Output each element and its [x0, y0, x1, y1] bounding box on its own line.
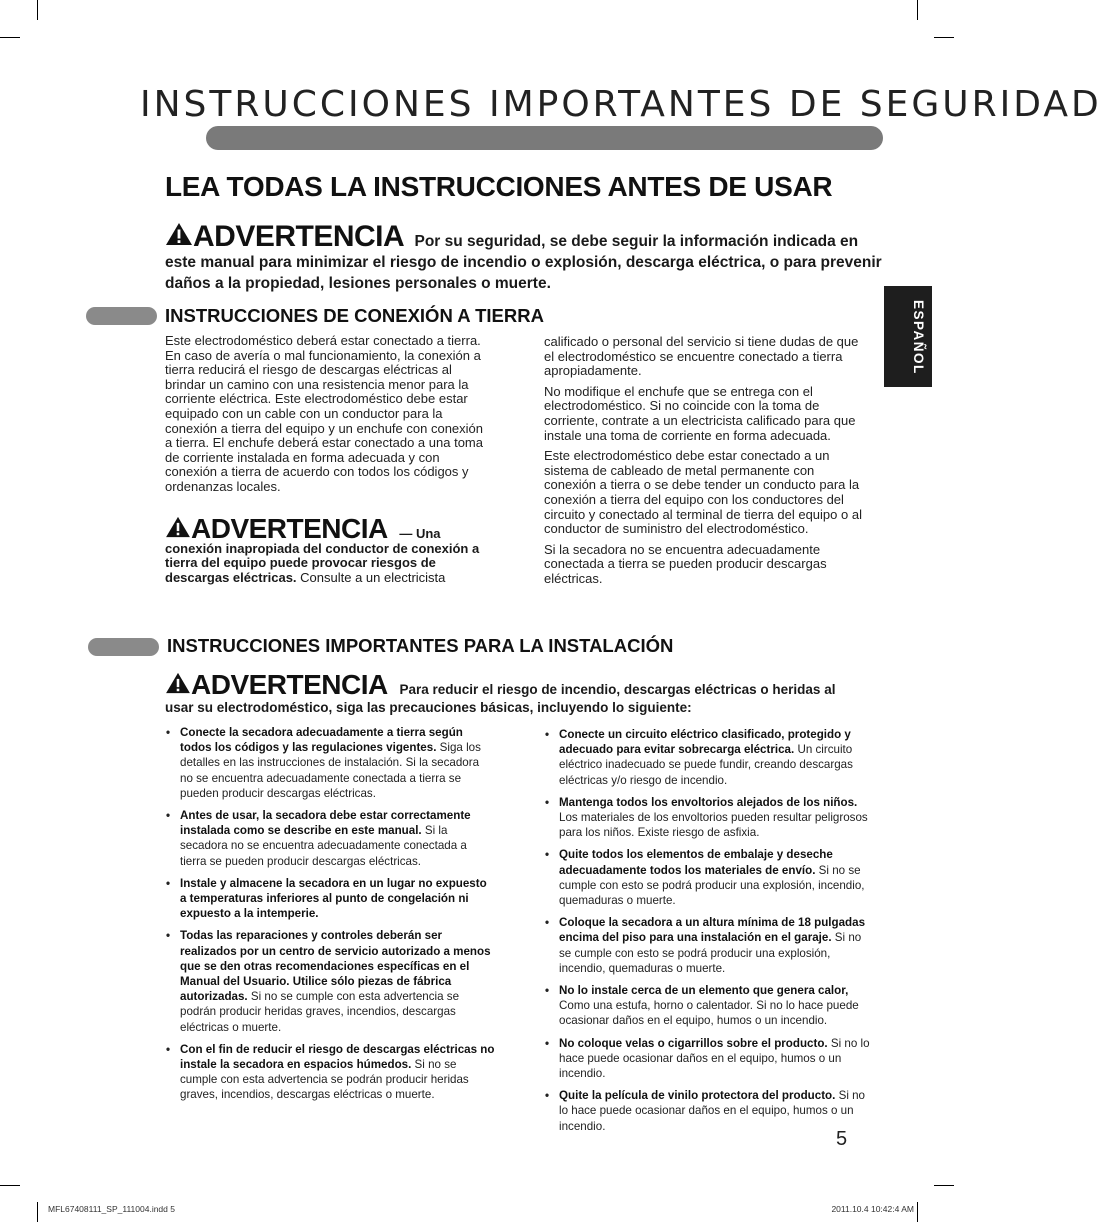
list-item-text: Si no se cumple con esto se podrá producir una explosión, incendio, quemaduras o muerte.: [559, 931, 862, 975]
crop-mark: [0, 37, 20, 38]
list-item-bold: Antes de usar, la secadora debe estar correctamente instalada como se describe en este manual.: [180, 809, 471, 838]
list-item-bold: Conecte un circuito eléctrico clasificado, protegido y adecuado para evitar sobrecarga eléctrica.: [559, 728, 851, 757]
warning-label: ADVERTENCIA: [191, 669, 388, 700]
crop-mark: [917, 1202, 918, 1222]
warning-icon: [165, 516, 191, 542]
list-item: [165, 928, 495, 1034]
page-number: 5: [836, 1128, 848, 1150]
bullet-icon: •: [166, 929, 171, 943]
crop-mark: [0, 1185, 20, 1186]
warning-icon: [165, 222, 193, 252]
bullet-icon: •: [166, 726, 171, 739]
warning-text: Para reducir el riesgo de incendio, descargas eléctricas o heridas al usar su electrodoméstico, siga las precauciones básicas, incluyendo lo siguiente:: [165, 682, 836, 715]
section-pill: [86, 307, 157, 325]
list-item-text: Si no se cumple con esto se podrá producir una explosión, incendio, quemaduras o muerte.: [559, 863, 865, 908]
bullet-icon: •: [166, 1042, 171, 1056]
grounding-heading: INSTRUCCIONES DE CONEXIÓN A TIERRA: [165, 305, 544, 326]
list-item: [544, 795, 874, 841]
warning-text-bold: — Una conexión inapropiada del conductor de conexión a tierra del equipo puede provocar riesgos de descargas eléctricas.: [165, 526, 480, 585]
bullet-icon: •: [166, 809, 171, 823]
read-all-heading: LEA TODAS LA INSTRUCCIONES ANTES DE USAR: [165, 171, 833, 202]
list-item: [544, 1088, 874, 1134]
paragraph: Si la secadora no se encuentra adecuadamente conectada a tierra se pueden producir descargas eléctricas.: [544, 541, 827, 586]
installation-left-list: [165, 725, 495, 1110]
list-item: [165, 1042, 495, 1103]
grounding-warning: [165, 513, 495, 585]
grounding-left-paragraph: [165, 334, 487, 501]
list-item: [165, 725, 495, 801]
bullet-icon: •: [545, 984, 550, 998]
list-item-bold: Coloque la secadora a un altura mínima de 18 pulgadas encima del piso para una instalación en el garaje.: [559, 916, 866, 945]
warning-label: ADVERTENCIA: [191, 513, 388, 544]
page-title: INSTRUCCIONES IMPORTANTES DE SEGURIDAD: [140, 84, 1102, 125]
list-item-text: Si no lo hace puede ocasionar daños en el equipo, humos o un incendio.: [559, 1089, 866, 1133]
list-item-bold: No coloque velas o cigarrillos sobre el producto.: [559, 1036, 828, 1050]
language-tab-label: ESPAÑOL: [911, 299, 926, 375]
list-item-text: Un circuito eléctrico inadecuado se puede fundir, creando descargas eléctricas y/o riesgo de incendio.: [559, 743, 853, 787]
crop-mark: [37, 0, 38, 20]
list-item: [165, 876, 495, 922]
bullet-icon: •: [545, 728, 550, 741]
bullet-icon: •: [545, 1089, 550, 1103]
section-pill: [88, 638, 159, 656]
list-item-text: Si no se cumple con esta advertencia se podrán producir heridas graves, incendios, descargas eléctricas o muerte.: [180, 1058, 469, 1102]
bullet-icon: •: [545, 848, 550, 862]
list-item-bold: Con el fin de reducir el riesgo de descargas eléctricas no instale la secadora en espacios húmedos.: [180, 1042, 495, 1072]
list-item: [544, 983, 874, 1029]
grounding-right-column: [544, 335, 862, 593]
footer-file: MFL67408111_SP_111004.indd 5: [48, 1204, 175, 1214]
crop-mark: [917, 0, 918, 20]
list-item-text: Si no lo hace puede ocasionar daños en el equipo, humos o un incendio.: [559, 1036, 870, 1081]
list-item-text: Los materiales de los envoltorios pueden resultar peligrosos para los niños. Existe riesgo de asfixia.: [559, 811, 868, 840]
paragraph: No modifique el enchufe que se entrega con el electrodoméstico. Si no coincide con la toma de corriente, contrate a un electricista calificado para que instale una toma de corriente en forma adecuada.: [544, 383, 856, 443]
paragraph: calificado o personal del servicio si tiene dudas de que el electrodoméstico se encuentre conectado a tierra apropiadamente.: [544, 334, 859, 379]
list-item-bold: No lo instale cerca de un elemento que genera calor,: [559, 984, 849, 998]
crop-mark: [37, 1202, 38, 1222]
warning-icon: [165, 672, 191, 699]
list-item-bold: Quite todos los elementos de embalaje y deseche adecuadamente todos los materiales de envío.: [559, 848, 833, 877]
list-item: [544, 847, 874, 908]
installation-right-list: [544, 727, 874, 1141]
list-item-text: Si la secadora no se encuentra adecuadamente conectada a tierra se pueden producir descargas eléctricas.: [180, 824, 467, 868]
list-item: [544, 1036, 874, 1082]
list-item-text: Siga los detalles en las instrucciones de instalación. Si la secadora no se encuentra adecuadamente conectada a tierra se pueden producir descargas eléctricas.: [180, 741, 481, 800]
list-item-bold: Instale y almacene la secadora en un lugar no expuesto a temperaturas inferiores al punto de congelación ni expuesto a la intemperie.: [180, 876, 487, 921]
list-item: [544, 915, 874, 976]
title-underline-bar: [206, 126, 883, 150]
list-item-bold: Todas las reparaciones y controles deberán ser realizados por un centro de servicio autorizado a menos que se den otras recomendaciones específicas en el Manual del Usuario. Utilice sólo piezas de fábrica autorizadas.: [180, 929, 491, 1004]
installation-heading: INSTRUCCIONES IMPORTANTES PARA LA INSTALACIÓN: [167, 635, 674, 656]
main-warning: [165, 222, 885, 294]
list-item-text: Si no se cumple con esta advertencia se podrán producir heridas graves, incendios, descargas eléctricas o muerte.: [180, 990, 460, 1034]
list-item-text: Como una estufa, horno o calentador. Si no lo hace puede ocasionar daños en el equipo, humos o un incendio.: [559, 999, 859, 1028]
crop-mark: [934, 37, 954, 38]
bullet-icon: •: [166, 876, 171, 890]
list-item-bold: Conecte la secadora adecuadamente a tierra según todos los códigos y las regulaciones vigentes.: [180, 726, 463, 755]
list-item: [544, 727, 874, 788]
crop-mark: [934, 1185, 954, 1186]
list-item-bold: Quite la película de vinilo protectora del producto.: [559, 1089, 836, 1103]
list-item: [165, 808, 495, 869]
bullet-icon: •: [545, 1036, 550, 1050]
footer-timestamp: 2011.10.4 10:42:4 AM: [831, 1204, 914, 1214]
language-tab: [884, 286, 932, 387]
warning-label: ADVERTENCIA: [193, 220, 405, 253]
installation-warning: [165, 669, 865, 717]
paragraph: Este electrodoméstico deberá estar conectado a tierra. En caso de avería o mal funcionamiento, la conexión a tierra reducirá el riesgo de descargas eléctricas al brindar un camino con una resistencia menor para la corriente eléctrica. Este electrodoméstico debe estar equipado con un cable con un conductor para la conexión a tierra del equipo y un enchufe con conexión a tierra. El enchufe deberá estar conectado a una toma de corriente instalada en forma adecuada y con conexión a tierra de acuerdo con todos los códigos y ordenanzas locales.: [165, 333, 483, 494]
bullet-icon: •: [545, 795, 550, 809]
warning-text: Por su seguridad, se debe seguir la información indicada en este manual para minimizar el riesgo de incendio o explosión, descarga eléctrica, o para prevenir daños a la propiedad, lesiones personales o muerte.: [165, 233, 882, 292]
warning-text: Consulte a un electricista: [296, 569, 446, 585]
bullet-icon: •: [545, 916, 550, 930]
list-item-bold: Mantenga todos los envoltorios alejados de los niños.: [559, 795, 858, 809]
paragraph: Este electrodoméstico debe estar conectado a un sistema de cableado de metal permanente con conexión a tierra o se debe tender un conducto para la conexión a tierra del equipo con los conductores del circuito y conectado al terminal de tierra del equipo o al conductor de suministro del electrodoméstico.: [544, 448, 862, 537]
